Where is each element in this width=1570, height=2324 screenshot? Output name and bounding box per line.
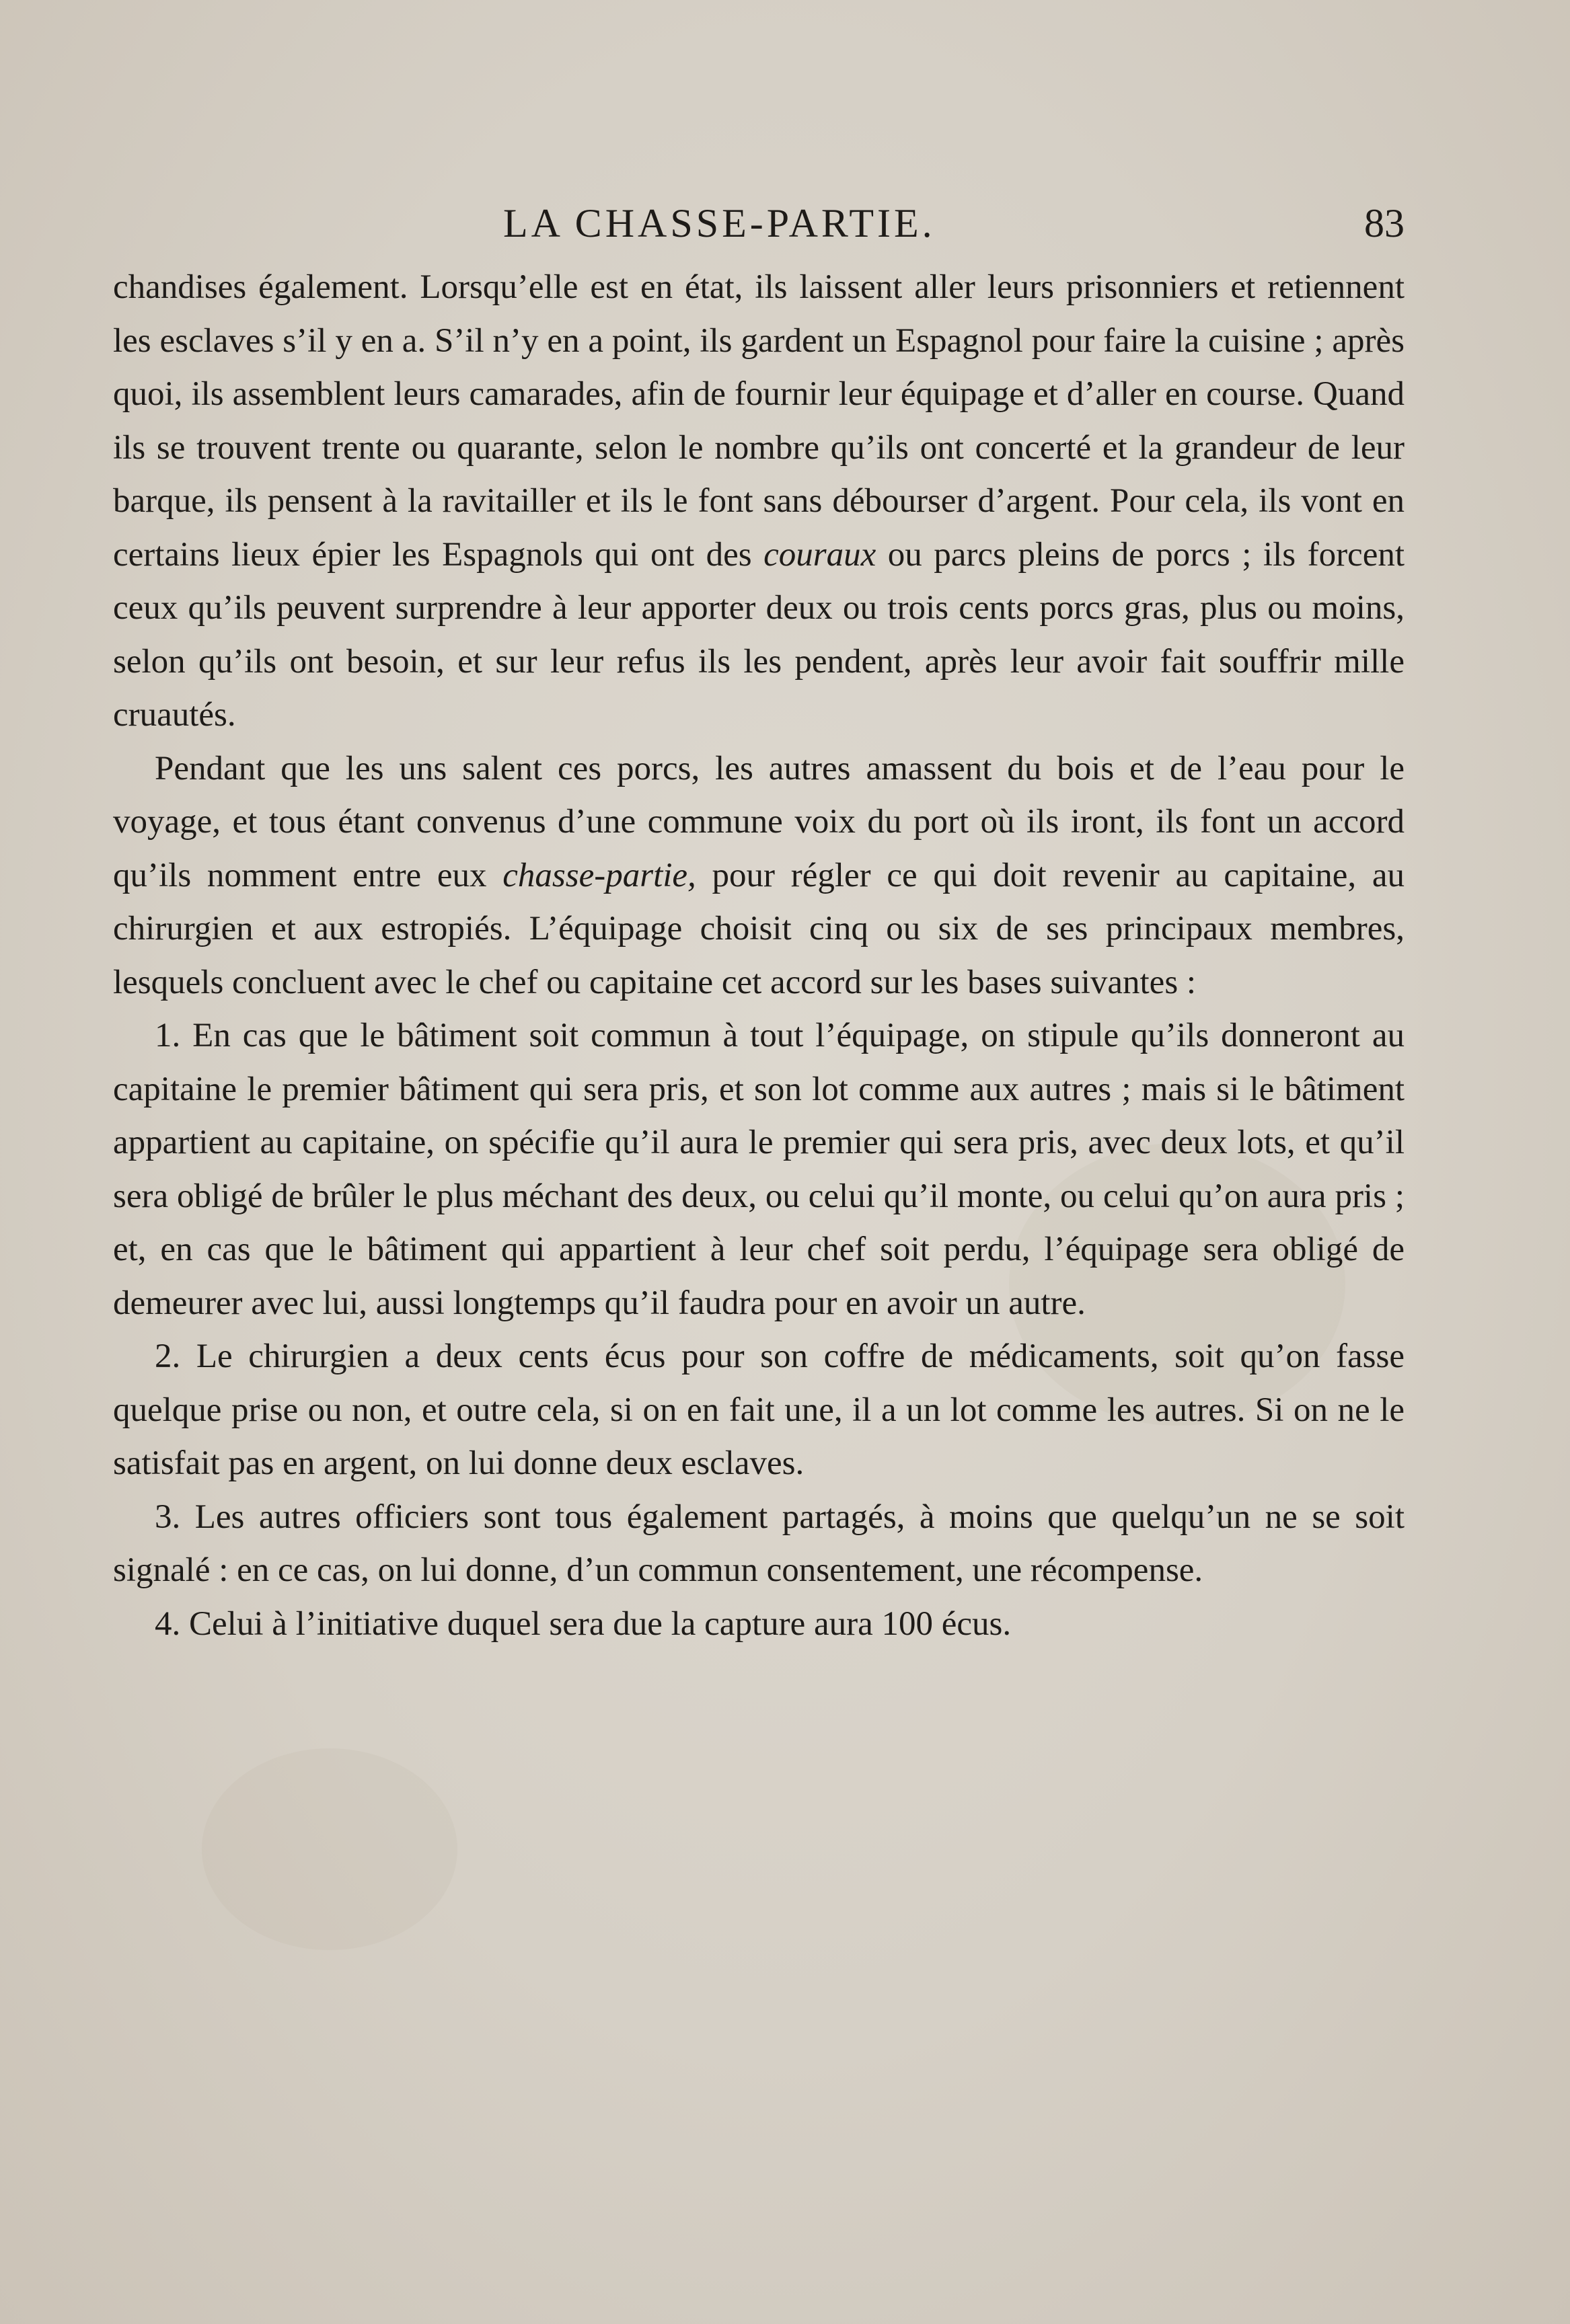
paragraph-1 bbox=[113, 261, 1405, 742]
paragraph-2-text-end: pour régler ce qui doit revenir au capitaine, au chirurgien et aux estropiés. L’équipage choisit cinq ou six de ses principaux membres, lesquels concluent avec le chef ou capitaine cet accord sur les bases suivantes : bbox=[113, 856, 1405, 1001]
running-title: LA CHASSE-PARTIE. bbox=[503, 201, 936, 245]
list-item-4: 4. Celui à l’initiative duquel sera due la capture aura 100 écus. bbox=[155, 1604, 1012, 1643]
paragraph-1-text: chandises également. Lorsqu’elle est en état, ils laissent aller leurs prisonniers et retiennent les esclaves s’il y en a. S’il n’y en a point, ils gardent un Espagnol pour faire la cuisine ; après quoi, ils assemblent leurs camarades, afin de fournir leur équipage et d’aller en course. Quand ils se trouvent trente ou quarante, selon le nombre qu’ils ont concerté et la grandeur de leur barque, ils pensent à la ravitailler et ils le font sans débourser d’argent. Pour cela, ils vont en certains lieux épier les Espagnols qui ont des bbox=[113, 268, 1405, 574]
paragraph-2-text: Pendant que les uns salent ces porcs, les autres amassent du bois et de l’eau pour le voyage, et tous étant convenus d’une commune voix du port où ils iront, ils font un accord qu’ils nomment entre eux bbox=[113, 749, 1405, 894]
paragraph-2-italic: chasse-partie, bbox=[502, 856, 696, 894]
list-item-3: 3. Les autres officiers sont tous également partagés, à moins que quelqu’un ne se soit signalé : en ce cas, on lui donne, d’un commun consentement, une récompense. bbox=[113, 1498, 1405, 1589]
paper-stain bbox=[202, 1748, 457, 1950]
paragraph-1-text-end: ou parcs pleins de porcs ; ils forcent ceux qu’ils peuvent surprendre à leur apporter deux ou trois cents porcs gras, plus ou moins, selon qu’ils ont besoin, et sur leur refus ils les pendent, après leur avoir fait souffrir mille cruautés. bbox=[113, 535, 1405, 734]
list-item-2: 2. Le chirurgien a deux cents écus pour son coffre de médicaments, soit qu’on fasse quelque prise ou non, et outre cela, si on en fait une, il a un lot comme les autres. Si on ne le satisfait pas en argent, on lui donne deux esclaves. bbox=[113, 1338, 1405, 1482]
body-text bbox=[113, 261, 1405, 1651]
paragraph-2 bbox=[113, 742, 1405, 1010]
paragraph-1-italic: couraux bbox=[763, 535, 876, 574]
page-number: 83 bbox=[1364, 201, 1405, 245]
running-head bbox=[113, 196, 1405, 250]
list-item-1: 1. En cas que le bâtiment soit commun à tout l’équipage, on stipule qu’ils donneront au capitaine le premier bâtiment qui sera pris, et son lot comme aux autres ; mais si le bâtiment appartient au capitaine, on spécifie qu’il aura le premier qui sera pris, avec deux lots, et qu’il sera obligé de brûler le plus méchant des deux, ou celui qu’il monte, ou celui qu’on aura pris ; et, en cas que le bâtiment qui appartient à leur chef soit perdu, l’équipage sera obligé de demeurer avec lui, aussi longtemps qu’il faudra pour en avoir un autre. bbox=[113, 1017, 1405, 1322]
